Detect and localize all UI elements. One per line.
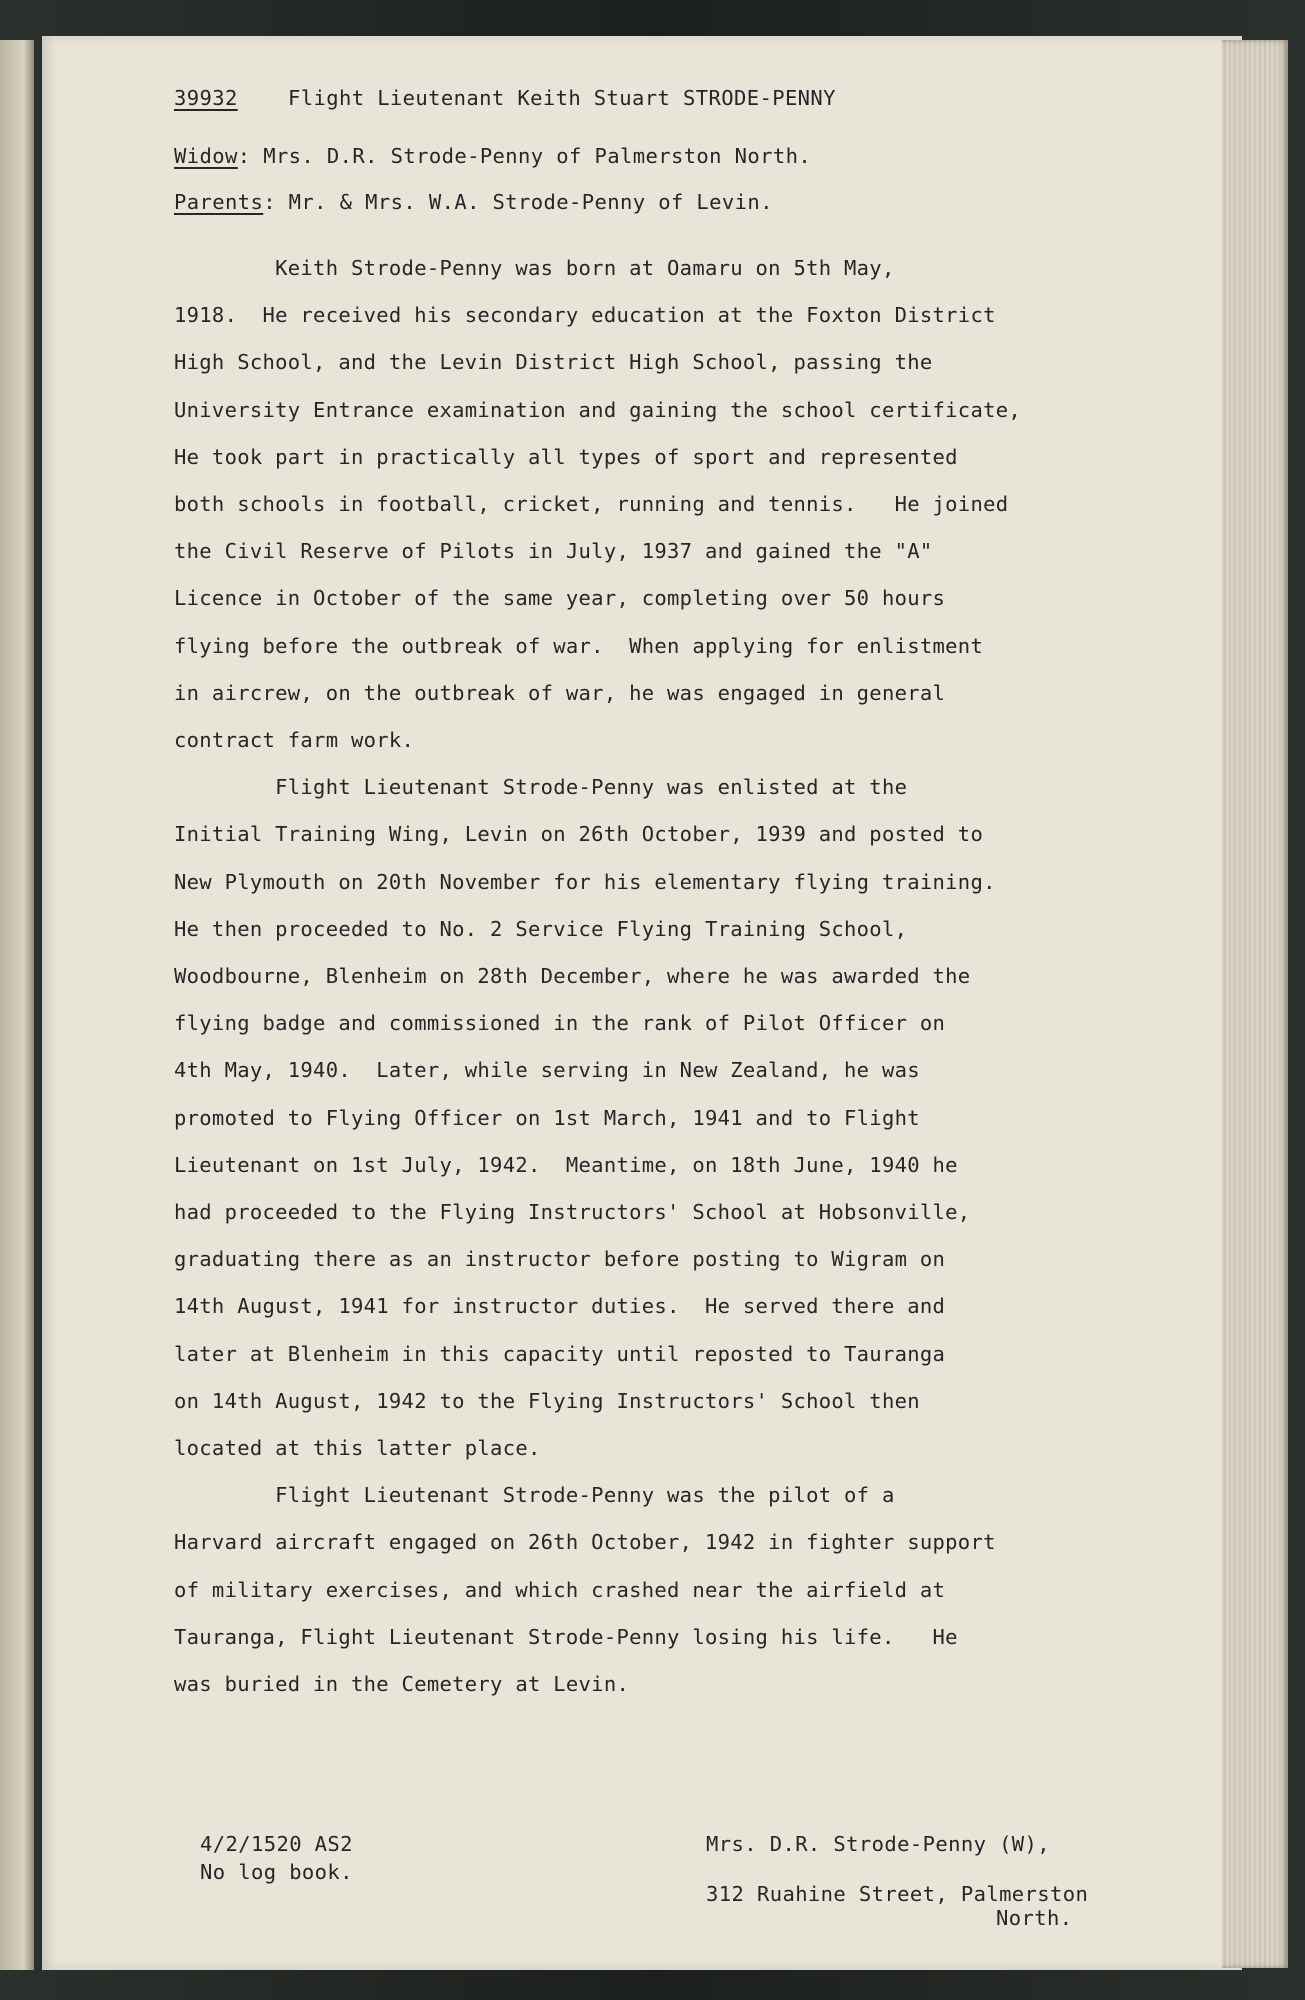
contact-name: Mrs. D.R. Strode-Penny (W), [706,1832,1051,1856]
contact-city: North. [996,1906,1073,1930]
service-number: 39932 [174,86,238,110]
text-line: flying before the outbreak of war. When applying for enlistment [174,633,984,658]
text-line: Flight Lieutenant Strode-Penny was the pilot of a [174,1483,895,1508]
text-line: contract farm work. [174,728,415,752]
text-line: Flight Lieutenant Strode-Penny was enlisted at the [174,775,908,800]
text-line: New Plymouth on 20th November for his elementary flying training. [174,869,996,894]
text-line: later at Blenheim in this capacity until reposted to Tauranga [174,1341,946,1366]
reference-number: 4/2/1520 AS2 [200,1832,353,1856]
widow-line [174,144,811,168]
text-line: was buried in the Cemetery at Levin. [174,1672,630,1696]
text-line: 14th August, 1941 for instructor duties. He served there and [174,1294,946,1319]
text-line: promoted to Flying Officer on 1st March, 1941 and to Flight [174,1105,920,1130]
text-line: Lieutenant on 1st July, 1942. Meantime, on 18th June, 1940 he [174,1152,958,1177]
parents-value: : Mr. & Mrs. W.A. Strode-Penny of Levin. [263,190,773,214]
contact-address: 312 Ruahine Street, Palmerston [706,1882,1089,1906]
text-line: Licence in October of the same year, completing over 50 hours [174,586,946,611]
text-line: Harvard aircraft engaged on 26th October, 1942 in fighter support [174,1530,996,1555]
text-line: Tauranga, Flight Lieutenant Strode-Penny losing his life. He [174,1624,958,1649]
text-line: Initial Training Wing, Levin on 26th October, 1939 and posted to [174,822,984,847]
text-line: both schools in football, cricket, running and tennis. He joined [174,492,1009,516]
text-line: of military exercises, and which crashed near the airfield at [174,1577,946,1602]
text-line: He took part in practically all types of sport and represented [174,444,958,469]
text-line: had proceeded to the Flying Instructors' School at Hobsonville, [174,1200,971,1224]
text-line: University Entrance examination and gaining the school certificate, [174,397,1022,422]
left-page-edge [0,40,34,1970]
text-line: 1918. He received his secondary education at the Foxton District [174,303,996,328]
text-line: flying badge and commissioned in the rank of Pilot Officer on [174,1011,946,1036]
log-book-note: No log book. [200,1860,353,1884]
widow-label: Widow [174,144,238,168]
text-line: Woodbourne, Blenheim on 28th December, where he was awarded the [174,964,971,988]
parents-label: Parents [174,190,264,214]
widow-value: : Mrs. D.R. Strode-Penny of Palmerston North. [237,144,812,168]
page-stack-edges [1222,40,1288,1968]
text-line: 4th May, 1940. Later, while serving in New Zealand, he was [174,1058,920,1083]
parents-line [174,190,773,214]
text-line: in aircrew, on the outbreak of war, he was engaged in general [174,680,946,705]
text-line: He then proceeded to No. 2 Service Flying Training School, [174,916,908,941]
text-line: on 14th August, 1942 to the Flying Instructors' School then [174,1388,920,1413]
page-title: Flight Lieutenant Keith Stuart STRODE-PENNY [288,86,836,110]
text-line: Keith Strode-Penny was born at Oamaru on 5th May, [174,256,895,280]
text-line: located at this latter place. [174,1436,541,1460]
text-line: High School, and the Levin District High School, passing the [174,350,933,375]
text-line: the Civil Reserve of Pilots in July, 1937 and gained the "A" [174,539,933,564]
text-line: graduating there as an instructor before posting to Wigram on [174,1247,946,1272]
